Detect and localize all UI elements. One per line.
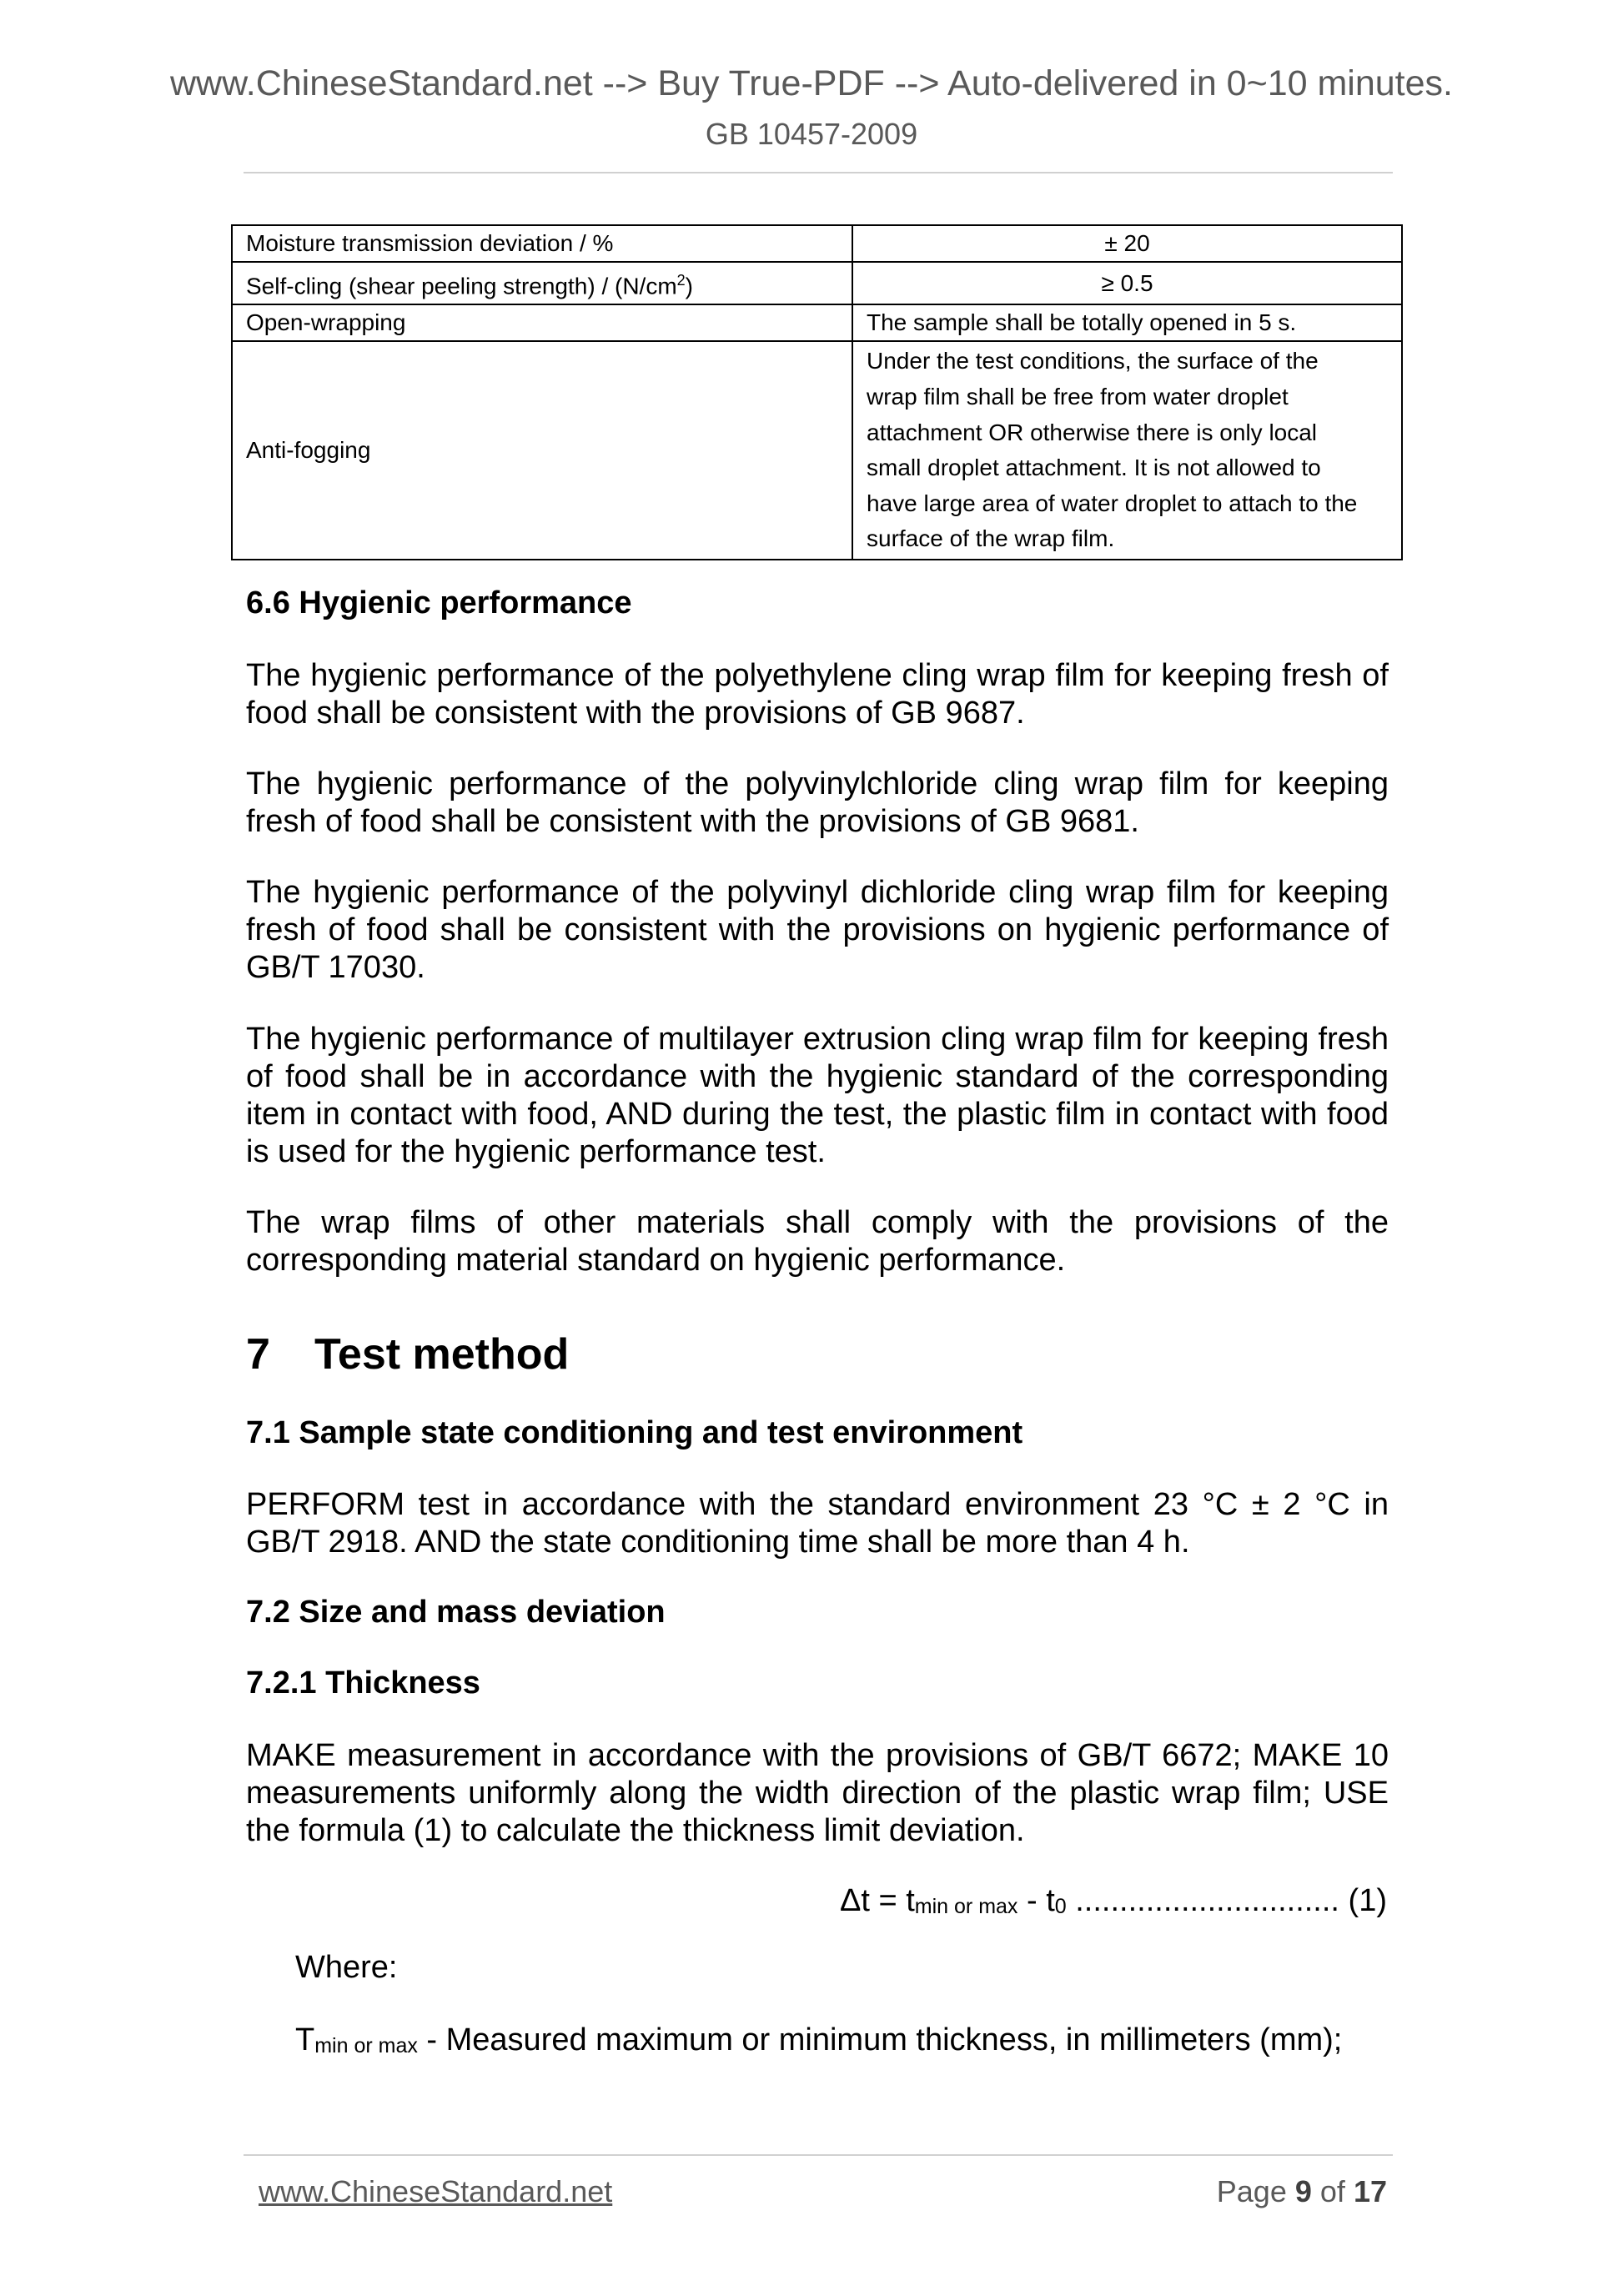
table-cell-value: The sample shall be totally opened in 5 s. — [852, 304, 1402, 341]
cell-line: surface of the wrap film. — [867, 525, 1115, 552]
paragraph: MAKE measurement in accordance with the provisions of GB/T 6672; MAKE 10 measurements uniformly along the width direction of the plastic wrap film; USE the formula (1) to calculate the thickness limit deviation. — [246, 1738, 1389, 1848]
header-banner[interactable]: www.ChineseStandard.net --> Buy True-PDF --> Auto-delivered in 0~10 minutes. — [169, 63, 1453, 103]
section-heading: 7.2 Size and mass deviation — [246, 1595, 666, 1630]
chapter-number: 7 — [246, 1330, 270, 1379]
section-heading: 6.6 Hygienic performance — [246, 585, 632, 620]
section-heading: 7.2.1 Thickness — [246, 1665, 480, 1701]
table-row — [232, 225, 1402, 262]
formula-leader: .............................. — [1075, 1883, 1339, 1918]
paragraph: The hygienic performance of multilayer extrusion cling wrap film for keeping fresh of food shall be in accordance with the hygienic standard of the corresponding item in contact with food, AND during the test, the plastic film in contact with food is used for the hygienic performance test. — [246, 1022, 1389, 1169]
requirements-table — [231, 224, 1403, 560]
table-row — [232, 262, 1402, 304]
formula-1 — [840, 1883, 1387, 1919]
label-text: Self-cling (shear peeling strength) / (N/cm — [246, 273, 677, 299]
cell-line: wrap film shall be free from water droplet — [867, 383, 1289, 409]
formula-lhs: Δt = t — [839, 1883, 915, 1918]
table-cell-label — [232, 262, 852, 304]
footer-divider — [244, 2154, 1393, 2156]
paragraph: The hygienic performance of the polyethylene cling wrap film for keeping fresh of food shall be consistent with the provisions of GB 9687. — [246, 658, 1389, 731]
table-cell-value: ± 20 — [852, 225, 1402, 262]
paragraph: The hygienic performance of the polyvinyl dichloride cling wrap film for keeping fresh of food shall be consistent with the provisions on hygienic performance of GB/T 17030. — [246, 875, 1389, 985]
cell-line: Under the test conditions, the surface of the — [867, 348, 1319, 374]
page-total: 17 — [1353, 2174, 1387, 2208]
formula-mid: - t — [1027, 1883, 1055, 1918]
label-superscript: 2 — [676, 272, 686, 289]
table-row — [232, 341, 1402, 560]
page-word: Page — [1216, 2174, 1287, 2208]
page-number — [1217, 2174, 1387, 2209]
cell-line: small droplet attachment. It is not allowed to — [867, 455, 1321, 481]
where-label: Where: — [295, 1950, 398, 1985]
chapter-heading — [246, 1329, 1389, 1379]
footer-site-link[interactable]: www.ChineseStandard.net — [259, 2174, 613, 2208]
section-heading: 7.1 Sample state conditioning and test environment — [246, 1415, 1023, 1450]
def-text: - Measured maximum or minimum thickness, in millimeters (mm); — [426, 2022, 1343, 2057]
cell-line: attachment OR otherwise there is only local — [867, 419, 1318, 445]
standard-code: GB 10457-2009 — [705, 117, 918, 151]
label-text-end: ) — [685, 273, 693, 299]
paragraph: The wrap films of other materials shall comply with the provisions of the corresponding material standard on hygienic performance. — [246, 1205, 1389, 1278]
def-subscript: min or max — [314, 2034, 418, 2057]
cell-line: have large area of water droplet to attach to the — [867, 490, 1358, 516]
header-divider — [244, 172, 1393, 173]
of-word: of — [1319, 2174, 1345, 2208]
variable-definition — [295, 2022, 1342, 2058]
table-cell-label: Open-wrapping — [232, 304, 852, 341]
chapter-title: Test method — [314, 1330, 570, 1379]
formula-subscript: 0 — [1054, 1895, 1067, 1918]
def-symbol: T — [295, 2022, 315, 2057]
table-cell-value: ≥ 0.5 — [852, 262, 1402, 304]
table-cell-label: Moisture transmission deviation / % — [232, 225, 852, 262]
formula-subscript: min or max — [914, 1895, 1018, 1918]
paragraph: PERFORM test in accordance with the standard environment 23 °C ± 2 °C in GB/T 2918. AND the state conditioning time shall be more than 4 h. — [246, 1487, 1389, 1560]
table-row — [232, 304, 1402, 341]
table-cell-label: Anti-fogging — [232, 341, 852, 560]
formula-number: (1) — [1348, 1883, 1387, 1918]
table-cell-value — [852, 341, 1402, 560]
paragraph: The hygienic performance of the polyvinylchloride cling wrap film for keeping fresh of food shall be consistent with the provisions of GB 9681. — [246, 766, 1389, 839]
page-current: 9 — [1294, 2174, 1312, 2208]
